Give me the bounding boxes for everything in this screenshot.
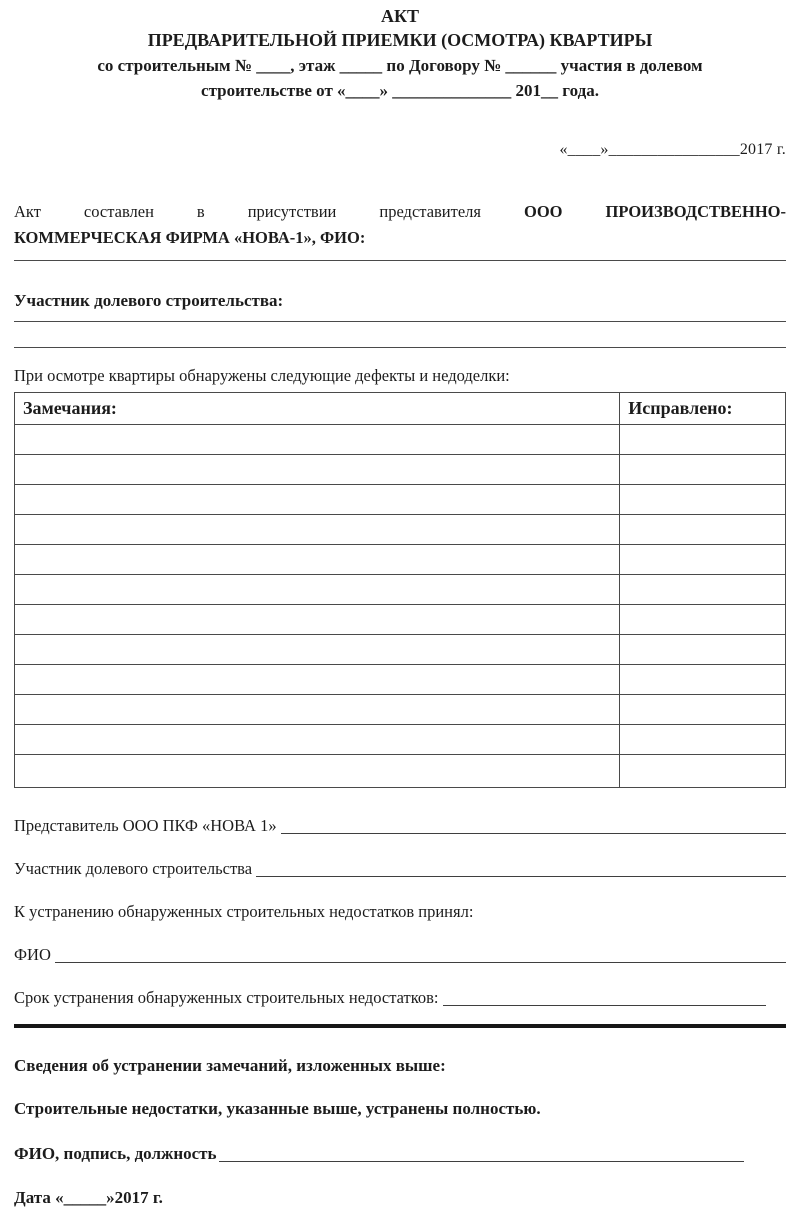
- remark-cell: [15, 515, 620, 545]
- intro-line1: [14, 199, 786, 225]
- defects-table-row: [15, 455, 786, 485]
- fixed-cell: [620, 665, 786, 695]
- fixed-cell: [620, 725, 786, 755]
- fixed-cell: [620, 695, 786, 725]
- resolution-heading: Сведения об устранении замечаний, изложенных выше:: [14, 1056, 446, 1075]
- defects-table-row: [15, 725, 786, 755]
- remark-cell: [15, 635, 620, 665]
- remark-cell: [15, 575, 620, 605]
- accept-statement: К устранению обнаруженных строительных недостатков принял:: [14, 902, 474, 921]
- resolution-date-year: 2017 г.: [114, 1188, 163, 1207]
- participant-label: Участник долевого строительства: [14, 859, 253, 878]
- participant-heading: Участник долевого строительства:: [14, 291, 284, 310]
- document-title: АКТ: [380, 6, 420, 26]
- intro-line1-bold: ООО ПРОИЗВОДСТВЕННО-: [524, 202, 786, 221]
- fixed-cell: [620, 575, 786, 605]
- blank-line: [14, 321, 786, 322]
- representative-label: Представитель ООО ПКФ «НОВА 1»: [14, 816, 277, 835]
- representative-signature-row: [14, 814, 786, 838]
- intro-line2: КОММЕРЧЕСКАЯ ФИРМА «НОВА-1», ФИО:: [14, 228, 366, 247]
- fio-label: ФИО: [14, 945, 51, 964]
- resolution-date-prefix: Дата «_____»: [14, 1188, 115, 1207]
- fixed-cell: [620, 635, 786, 665]
- remark-cell: [15, 665, 620, 695]
- document-subtitle: ПРЕДВАРИТЕЛЬНОЙ ПРИЕМКИ (ОСМОТРА) КВАРТИРЫ: [147, 30, 653, 50]
- remark-cell: [15, 425, 620, 455]
- defects-table: [14, 392, 786, 788]
- fixed-cell: [620, 545, 786, 575]
- remark-cell: [15, 605, 620, 635]
- defects-table-row: [15, 665, 786, 695]
- remark-cell: [15, 485, 620, 515]
- remark-cell: [15, 545, 620, 575]
- deadline-blank-line: [443, 1005, 766, 1006]
- resolution-statement: Строительные недостатки, указанные выше, устранены полностью.: [14, 1099, 541, 1118]
- deadline-row: [14, 986, 786, 1010]
- deadline-label: Срок устранения обнаруженных строительных недостатков:: [14, 988, 439, 1007]
- fixed-cell: [620, 485, 786, 515]
- signature-blank-line: [256, 876, 786, 877]
- fixed-cell: [620, 425, 786, 455]
- resolution-fio-row: [14, 1142, 786, 1166]
- fio-blank-line: [55, 962, 786, 963]
- document-date-line: «____»________________2017 г.: [559, 141, 786, 158]
- remark-cell: [15, 755, 620, 788]
- participant-signature-row: [14, 857, 786, 881]
- intro-line1-regular: Акт составлен в присутствии представителя: [14, 202, 481, 221]
- fixed-cell: [620, 455, 786, 485]
- title-details-line2: строительстве от «____» ______________ 201__ года.: [201, 81, 599, 100]
- remark-cell: [15, 725, 620, 755]
- resolution-fio-label: ФИО, подпись, должность: [14, 1144, 217, 1163]
- title-details-line1: со строительным № ____, этаж _____ по Договору № ______ участия в долевом: [97, 56, 703, 75]
- defects-table-header-row: [15, 393, 786, 425]
- resolution-date-row: [14, 1186, 786, 1210]
- defects-intro: При осмотре квартиры обнаружены следующие дефекты и недоделки:: [14, 366, 510, 385]
- remark-cell: [15, 695, 620, 725]
- fixed-column-header: Исправлено:: [620, 393, 786, 425]
- defects-table-row: [15, 635, 786, 665]
- remarks-column-header: Замечания:: [15, 393, 620, 425]
- defects-table-row: [15, 545, 786, 575]
- resolution-fio-blank-line: [219, 1161, 745, 1162]
- intro-paragraph: [14, 199, 786, 251]
- fixed-cell: [620, 605, 786, 635]
- defects-table-row: [15, 755, 786, 788]
- defects-table-row: [15, 695, 786, 725]
- defects-table-row: [15, 605, 786, 635]
- fio-row: [14, 943, 786, 967]
- defects-table-row: [15, 575, 786, 605]
- signature-blank-line: [281, 833, 786, 834]
- section-divider: [14, 1024, 786, 1028]
- remark-cell: [15, 455, 620, 485]
- fixed-cell: [620, 515, 786, 545]
- blank-line: [14, 347, 786, 348]
- defects-table-body: [15, 425, 786, 788]
- fixed-cell: [620, 755, 786, 788]
- defects-table-row: [15, 485, 786, 515]
- defects-table-row: [15, 425, 786, 455]
- defects-table-row: [15, 515, 786, 545]
- blank-line: [14, 260, 786, 261]
